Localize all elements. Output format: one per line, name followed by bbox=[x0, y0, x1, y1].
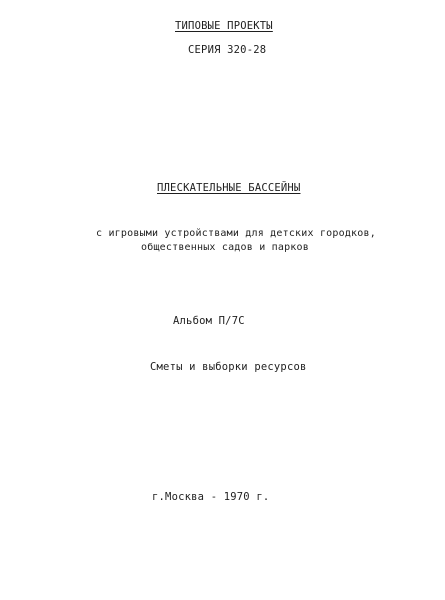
place-and-date: г.Москва - 1970 г. bbox=[152, 491, 270, 503]
series-heading: ТИПОВЫЕ ПРОЕКТЫ bbox=[175, 20, 273, 32]
subtitle-line-1: с игровыми устройствами для детских городков, bbox=[96, 228, 376, 239]
subtitle-line-2: общественных садов и парков bbox=[141, 242, 309, 253]
series-number: СЕРИЯ 320-28 bbox=[188, 44, 267, 56]
contents-description: Сметы и выборки ресурсов bbox=[150, 361, 307, 373]
document-title: ПЛЕСКАТЕЛЬНЫЕ БАССЕЙНЫ bbox=[157, 182, 301, 194]
album-label: Альбом П/7С bbox=[173, 315, 245, 327]
